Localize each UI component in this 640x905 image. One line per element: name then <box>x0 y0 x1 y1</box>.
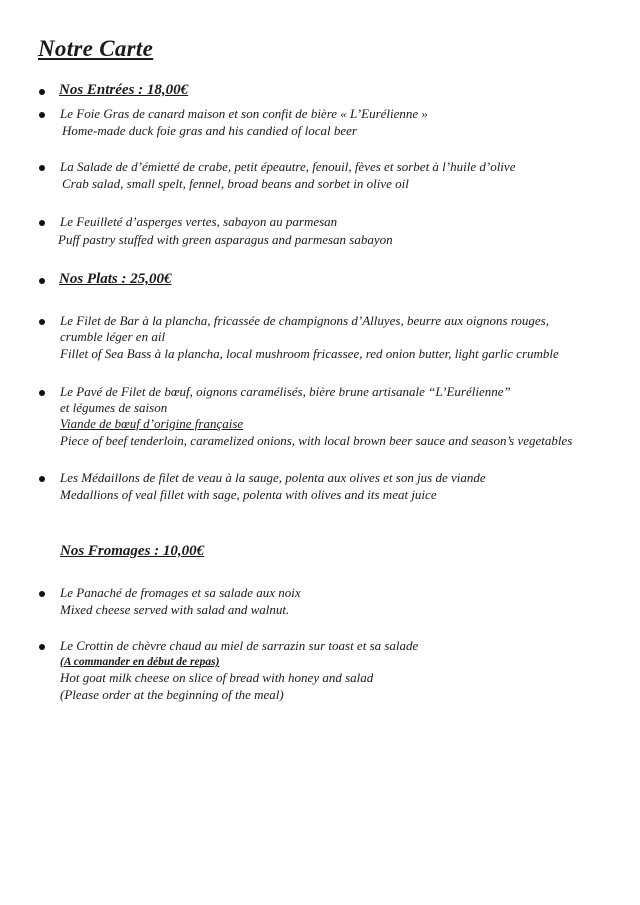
bullet <box>39 591 45 597</box>
menu-item-fr: Les Médaillons de filet de veau à la sauge, polenta aux olives et son jus de viande <box>60 470 486 485</box>
menu-item-order-note: (A commander en début de repas) <box>60 656 220 668</box>
bullet <box>39 319 45 325</box>
bullet <box>39 112 45 118</box>
menu-item-en: Mixed cheese served with salad and walnut. <box>60 602 290 617</box>
bullet <box>39 644 45 650</box>
menu-item-en: Home-made duck foie gras and his candied of local beer <box>62 123 357 138</box>
menu-item-fr: La Salade de d’émietté de crabe, petit épeautre, fenouil, fèves et sorbet à l’huile d’olive <box>60 159 516 174</box>
section-heading-entrees: Nos Entrées : 18,00€ <box>59 82 189 98</box>
bullet <box>39 476 45 482</box>
menu-item-en: Fillet of Sea Bass à la plancha, local mushroom fricassee, red onion butter, light garlic crumble <box>60 346 559 361</box>
bullet <box>39 390 45 396</box>
menu-item-fr: Le Panaché de fromages et sa salade aux noix <box>60 585 301 600</box>
bullet <box>39 278 45 284</box>
menu-item-fr: crumble léger en ail <box>60 329 166 344</box>
menu-item-en: Crab salad, small spelt, fennel, broad beans and sorbet in olive oil <box>62 176 409 191</box>
menu-item-fr: Le Foie Gras de canard maison et son confit de bière « L’Eurélienne » <box>60 106 428 121</box>
menu-item-en: Piece of beef tenderloin, caramelized onions, with local brown beer sauce and season’s vegetables <box>60 433 573 448</box>
menu-item-fr: Le Filet de Bar à la plancha, fricassée de champignons d’Alluyes, beurre aux oignons rouges, <box>60 313 549 328</box>
menu-item-en: Puff pastry stuffed with green asparagus and parmesan sabayon <box>58 232 393 247</box>
page-title: Notre Carte <box>38 36 154 61</box>
menu-item-fr: et légumes de saison <box>60 400 168 415</box>
menu-item-fr: Le Pavé de Filet de bœuf, oignons caramélisés, bière brune artisanale “L’Eurélienne” <box>60 384 511 399</box>
menu-item-en: (Please order at the beginning of the meal) <box>60 687 284 702</box>
menu-item-fr: Le Crottin de chèvre chaud au miel de sarrazin sur toast et sa salade <box>60 638 419 653</box>
menu-item-en: Medallions of veal fillet with sage, polenta with olives and its meat juice <box>60 487 437 502</box>
bullet <box>39 89 45 95</box>
menu-item-en: Hot goat milk cheese on slice of bread with honey and salad <box>60 670 374 685</box>
section-heading-fromages: Nos Fromages : 10,00€ <box>60 543 205 559</box>
bullet <box>39 165 45 171</box>
bullet <box>39 220 45 226</box>
menu-item-fr: Le Feuilleté d’asperges vertes, sabayon au parmesan <box>60 214 338 229</box>
menu-item-origin-note: Viande de bœuf d’origine française <box>60 416 244 431</box>
section-heading-plats: Nos Plats : 25,00€ <box>59 271 172 287</box>
